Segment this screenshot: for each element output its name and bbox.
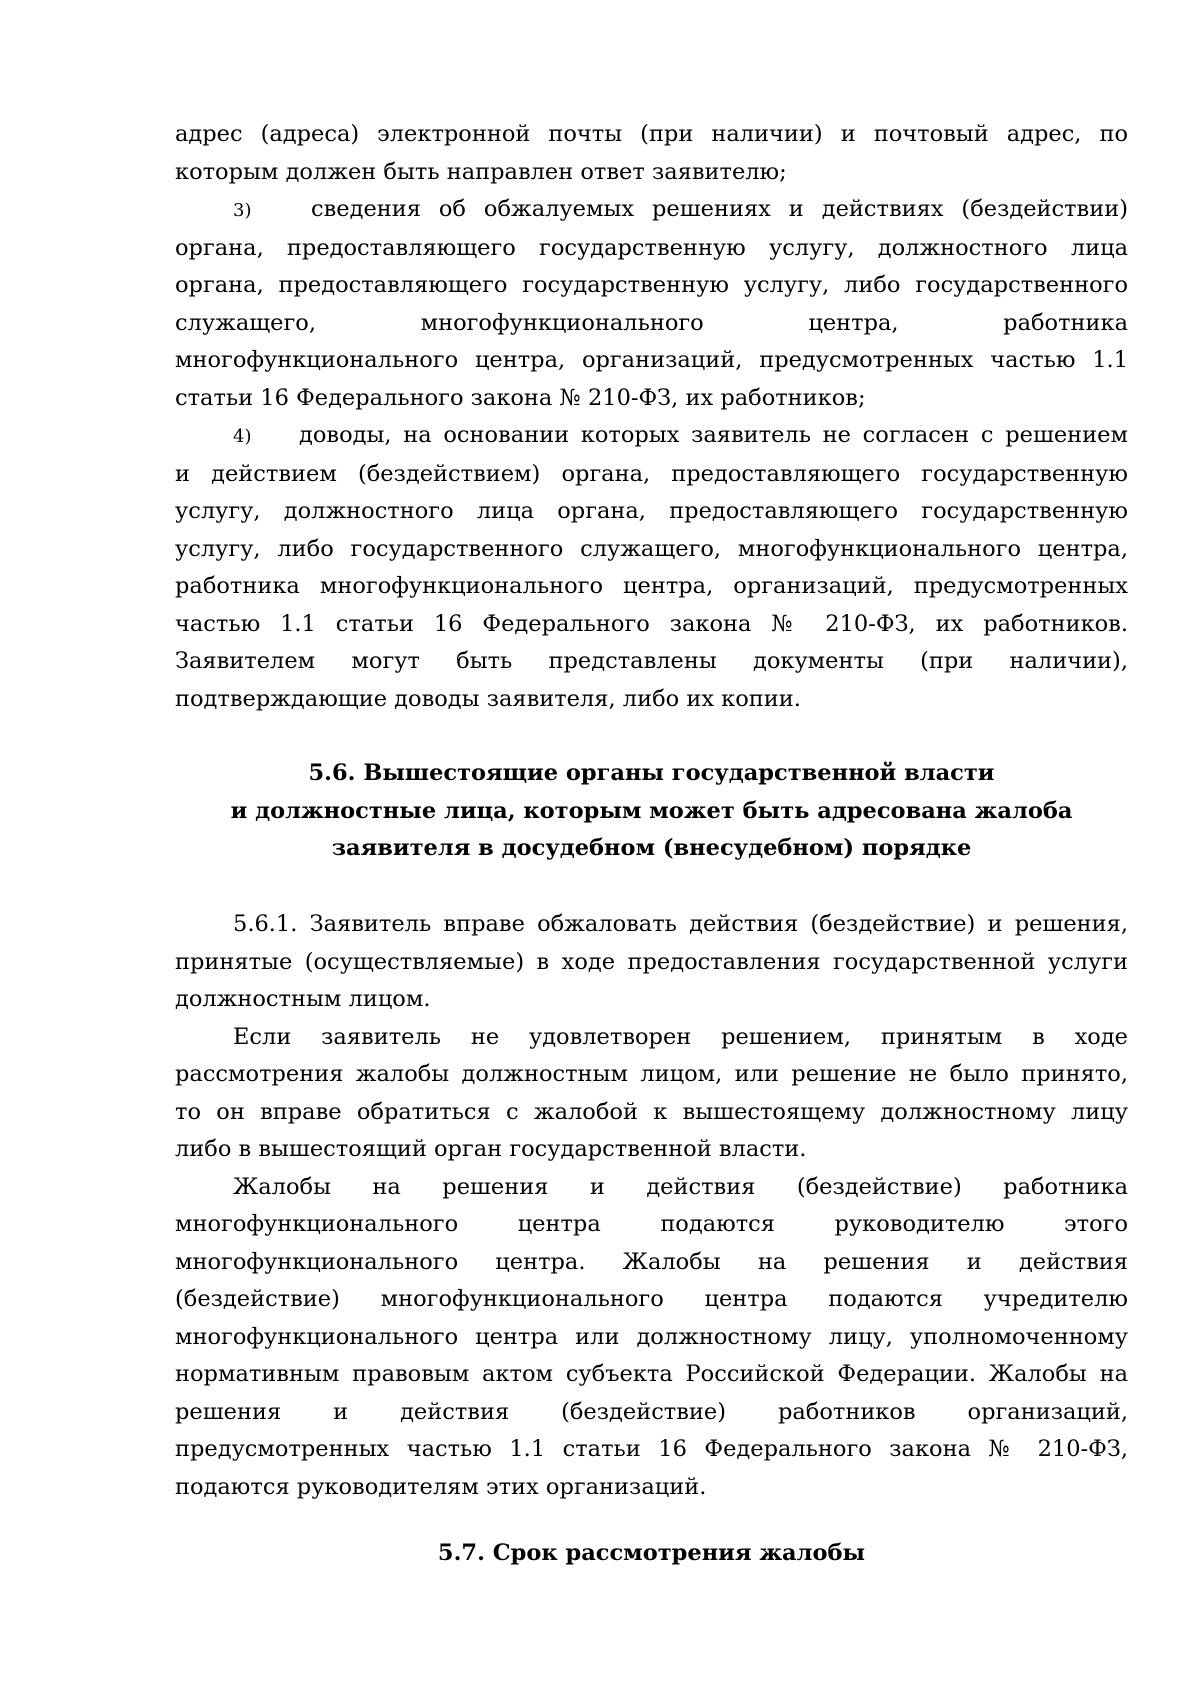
text-line: должностным лицом. — [175, 986, 431, 1012]
text-line: услугу, либо государственного служащего, многофункционального центра, — [175, 535, 1128, 562]
list-item-4 — [175, 417, 1128, 718]
text-line: служащего, многофункционального центра, работника — [175, 309, 1128, 336]
text-line: многофункционального центра. Жалобы на решения и действия — [175, 1248, 1128, 1275]
heading-line: и должностные лица, которым может быть адресована жалоба — [230, 797, 1073, 824]
section-heading-5-7: 5.7. Срок рассмотрения жалобы — [437, 1540, 866, 1566]
section-heading-5-6 — [175, 755, 1128, 868]
text-line-content: доводы, на основании которых заявитель не согласен с решением — [299, 422, 1128, 448]
text-line: Заявителем могут быть представлены документы (при наличии), — [175, 648, 1128, 674]
text-line: которым должен быть направлен ответ заявителю; — [175, 158, 787, 185]
paragraph-5-6-1 — [175, 906, 1128, 1019]
text-line: и действием (бездействием) органа, предоставляющего государственную — [175, 460, 1128, 487]
text-line: либо в вышестоящий орган государственной власти. — [175, 1136, 807, 1162]
text-line: работника многофункционального центра, организаций, предусмотренных — [175, 573, 1128, 599]
text-line: частью 1.1 статьи 16 Федерального закона № 210-ФЗ, их работников. — [175, 610, 1128, 637]
text-line: 5.6.1. Заявитель вправе обжаловать действия (бездействие) и решения, — [233, 911, 1128, 937]
text-line: адрес (адреса) электронной почты (при наличии) и почтовый адрес, по — [175, 121, 1128, 147]
text-line: то он вправе обратиться с жалобой к вышестоящему должностному лицу — [175, 1098, 1128, 1125]
list-item-3 — [175, 191, 1128, 417]
text-line: органа, предоставляющего государственную услугу, либо государственного — [175, 272, 1128, 298]
text-line: (бездействие) многофункционального центра подаются учредителю — [175, 1286, 1128, 1312]
text-line: предусмотренных частью 1.1 статьи 16 Федерального закона № 210-ФЗ, — [175, 1436, 1128, 1462]
text-line: органа, предоставляющего государственную услугу, должностного лица — [175, 234, 1128, 261]
text-line — [175, 417, 1128, 456]
text-line: Жалобы на решения и действия (бездействие) работника — [233, 1173, 1128, 1200]
list-number: 4) — [233, 426, 252, 447]
text-line-content: сведения об обжалуемых решениях и действиях (бездействии) — [311, 196, 1128, 222]
text-line: подаются руководителям этих организаций. — [175, 1473, 707, 1500]
text-line: многофункционального центра, организаций, предусмотренных частью 1.1 — [175, 347, 1128, 373]
heading-line: 5.6. Вышестоящие органы государственной власти — [308, 760, 995, 786]
text-line: подтверждающие доводы заявителя, либо их копии. — [175, 685, 801, 712]
text-line: нормативным правовым актом субъекта Российской Федерации. Жалобы на — [175, 1361, 1128, 1387]
text-line: статьи 16 Федерального закона № 210-ФЗ, их работников; — [175, 384, 866, 411]
paragraph-complaints — [175, 1169, 1128, 1507]
text-line: многофункционального центра подаются руководителю этого — [175, 1211, 1128, 1237]
list-number: 3) — [233, 200, 252, 221]
text-line: решения и действия (бездействие) работников организаций, — [175, 1398, 1128, 1425]
text-line: Если заявитель не удовлетворен решением, принятым в ходе — [233, 1023, 1128, 1050]
text-line: услугу, должностного лица органа, предоставляющего государственную — [175, 498, 1128, 524]
text-line: многофункционального центра или должностному лицу, уполномоченному — [175, 1323, 1128, 1350]
text-line: принятые (осуществляемые) в ходе предоставления государственной услуги — [175, 948, 1128, 975]
text-line — [175, 191, 1128, 230]
text-line: рассмотрения жалобы должностным лицом, или решение не было принято, — [175, 1061, 1128, 1087]
section-5-6-body — [175, 906, 1128, 1506]
list-continuation — [175, 116, 1128, 718]
heading-line: заявителя в досудебном (внесудебном) порядке — [331, 835, 972, 861]
paragraph-appeal — [175, 1019, 1128, 1169]
